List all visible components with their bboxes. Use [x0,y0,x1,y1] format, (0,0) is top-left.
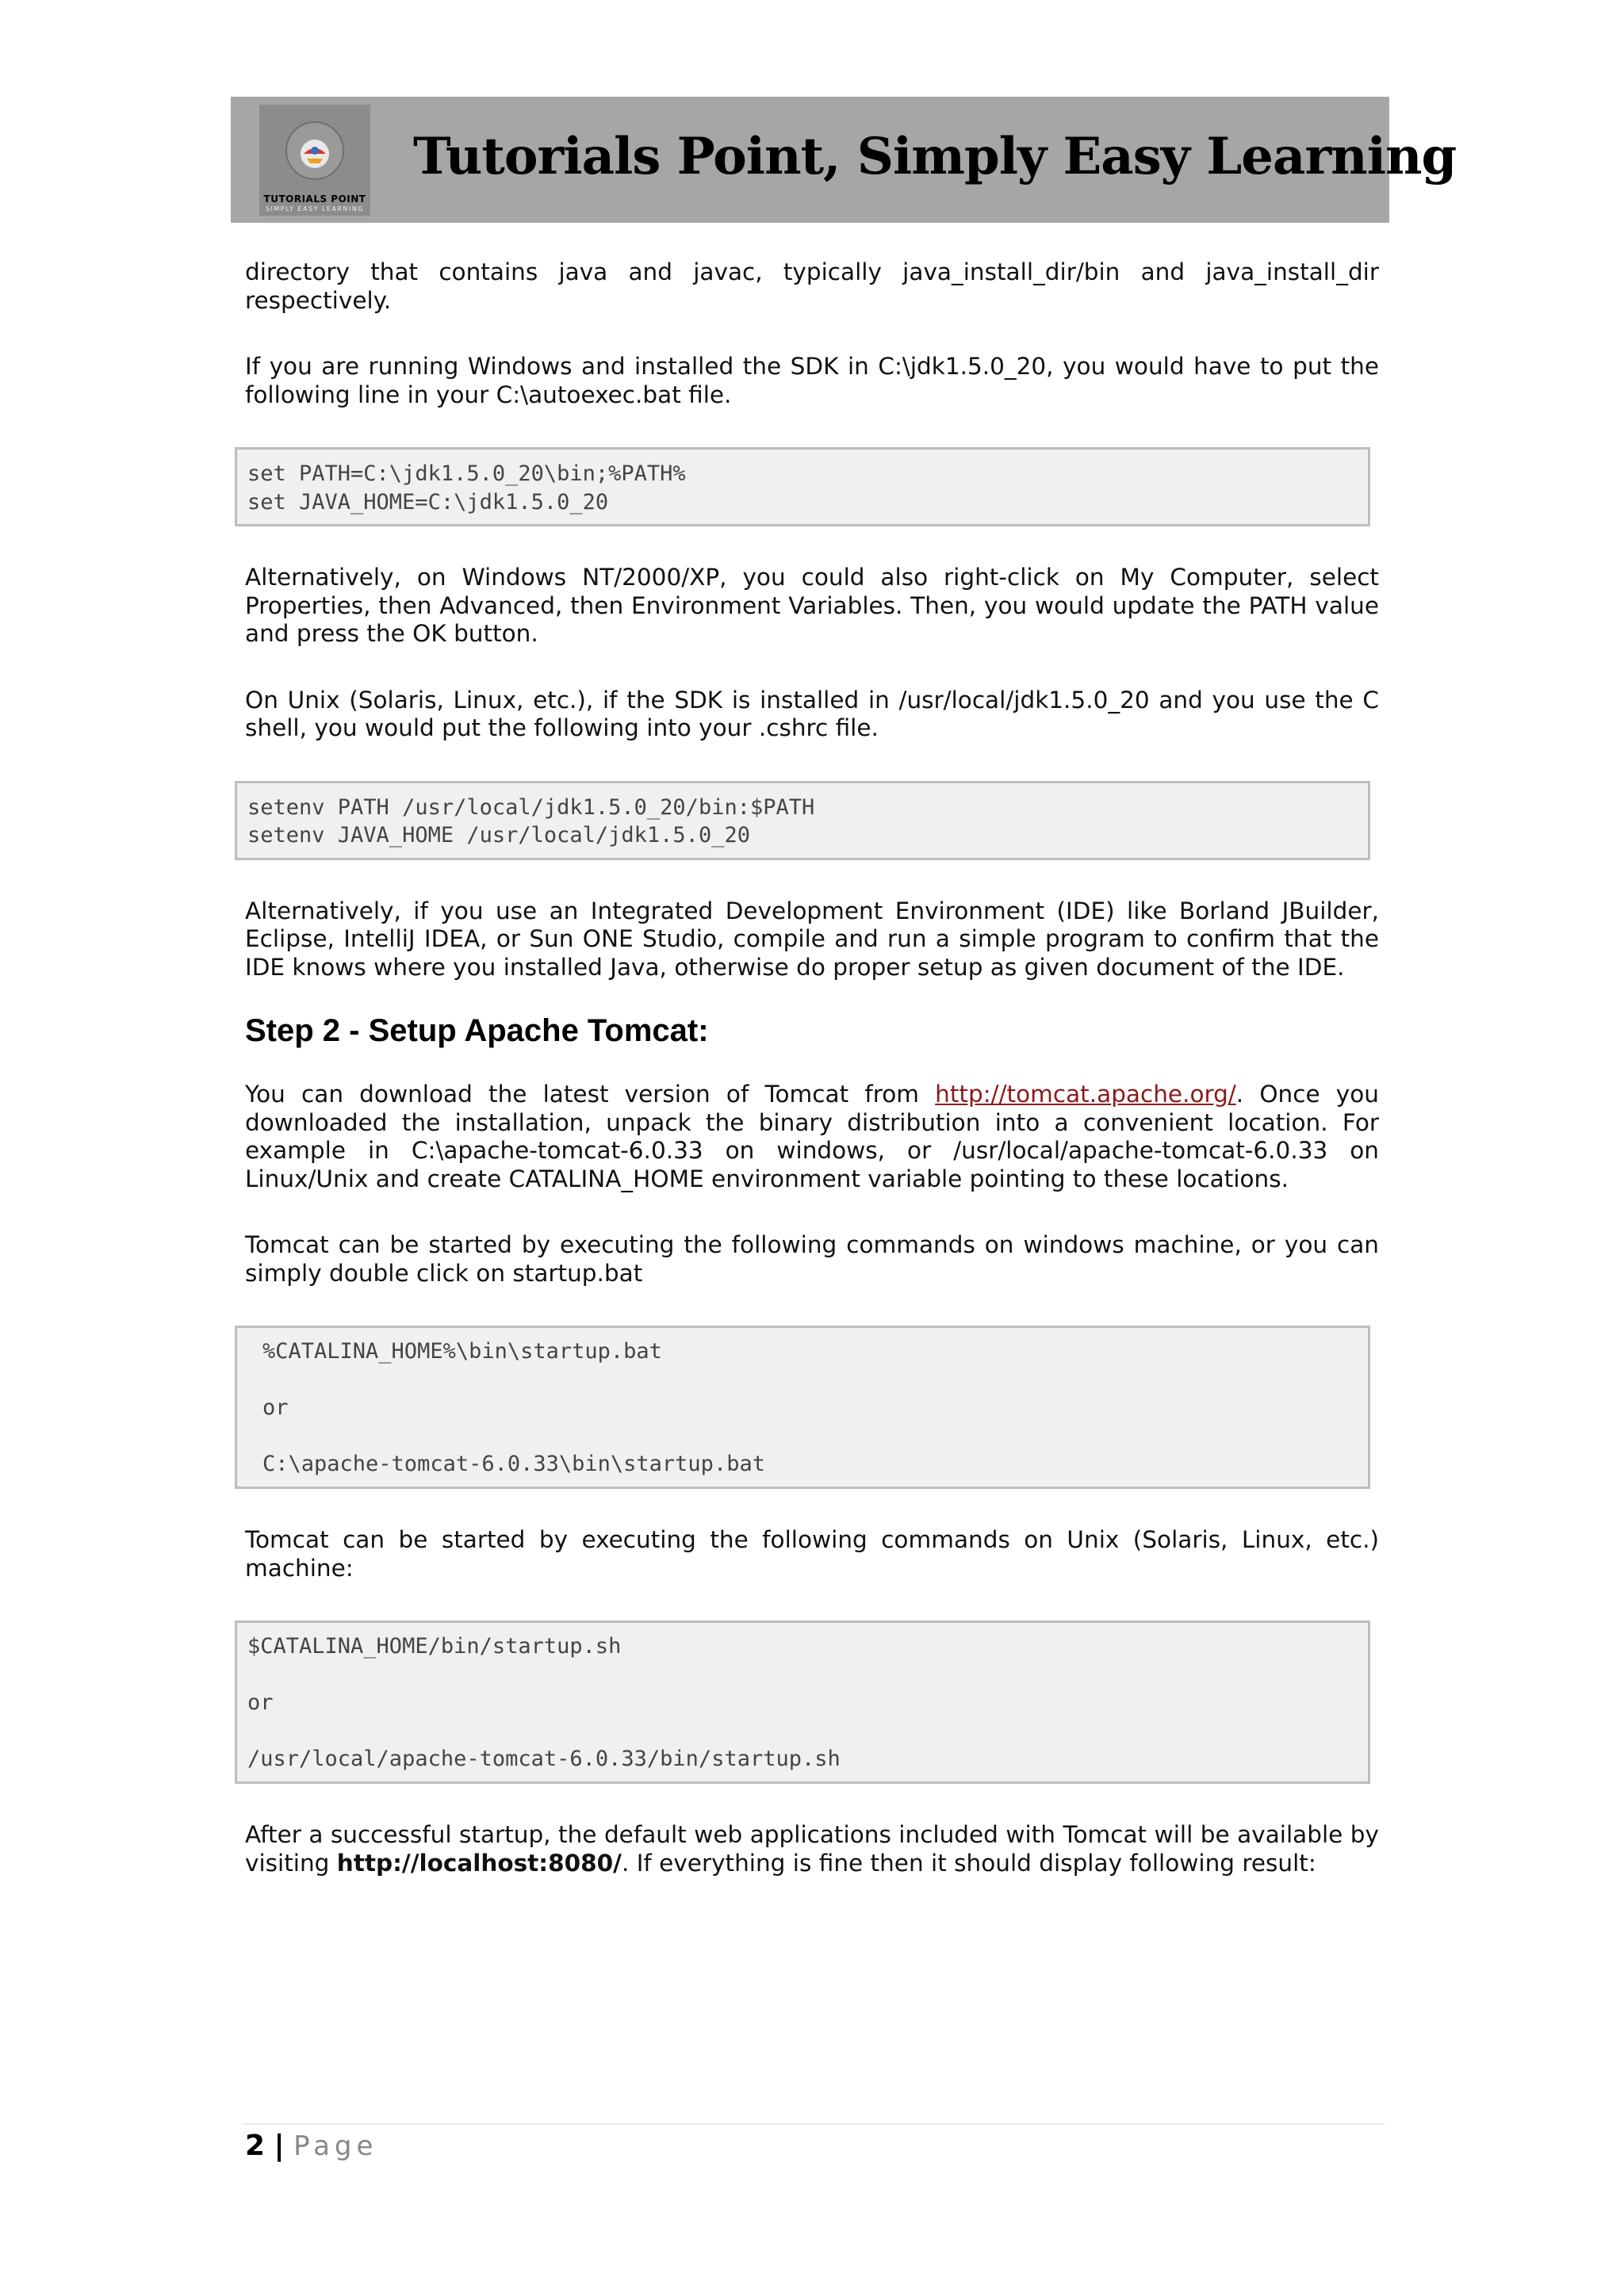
paragraph: Tomcat can be started by executing the following commands on Unix (Solaris, Linux, etc.) machine: [245,1526,1379,1582]
paragraph-text: . If everything is fine then it should display following result: [621,1849,1316,1877]
tutorials-point-logo [259,105,370,216]
page-label: Page [293,2130,378,2162]
footer-divider [243,2123,1385,2125]
section-heading: Step 2 - Setup Apache Tomcat: [245,1013,709,1048]
paragraph: Alternatively, on Windows NT/2000/XP, you could also right-click on My Computer, select Properties, then Advanced, then Environment Variables. Then, you would update the PATH value and press the OK button. [245,564,1379,647]
paragraph-text: After a successful startup, the default web applications included with Tomcat will be available by visiting [245,1821,1379,1877]
header-banner [231,97,1457,223]
page-footer [245,2130,377,2162]
localhost-url: http://localhost:8080/ [336,1849,622,1877]
document-body [245,258,1379,1877]
paragraph: If you are running Windows and installed the SDK in C:\jdk1.5.0_20, you would have to put the following line in your C:\autoexec.bat file. [245,353,1379,408]
paragraph-text: . Once you downloaded the installation, unpack the binary distribution into a convenient location. For example in C:\apache-tomcat-6.0.33 on windows, or /usr/local/apache-tomcat-6.0.33 on Linux/Unix and create CATALINA_HOME environment variable pointing to these locations. [245,1081,1379,1192]
code-block: %CATALINA_HOME%\bin\startup.bat or C:\apache-tomcat-6.0.33\bin\startup.bat [235,1326,1370,1489]
code-block: $CATALINA_HOME/bin/startup.sh or /usr/local/apache-tomcat-6.0.33/bin/startup.sh [235,1621,1370,1784]
page-number: 2 [245,2130,266,2162]
tomcat-download-link[interactable]: http://tomcat.apache.org/ [935,1081,1236,1108]
paragraph: On Unix (Solaris, Linux, etc.), if the SDK is installed in /usr/local/jdk1.5.0_20 and you use the C shell, you would put the following into your .cshrc file. [245,686,1379,741]
code-block: set PATH=C:\jdk1.5.0_20\bin;%PATH% set JAVA_HOME=C:\jdk1.5.0_20 [235,447,1370,526]
footer-separator: | [274,2130,285,2162]
paragraph [245,1081,1379,1193]
paragraph: Alternatively, if you use an Integrated Development Environment (IDE) like Borland JBuilder, Eclipse, IntelliJ IDEA, or Sun ONE Studio, compile and run a simple program to confirm that the IDE knows where you installed Java, otherwise do proper setup as given document of the IDE. [245,897,1379,981]
paragraph [245,1821,1379,1877]
paragraph-text: You can download the latest version of Tomcat from [245,1081,936,1108]
page-title: Tutorials Point, Simply Easy Learning [413,127,1457,186]
logo-emblem-icon [283,119,347,182]
logo-text: TUTORIALS POINT [263,193,366,205]
logo-tagline: SIMPLY EASY LEARNING [265,205,365,212]
paragraph: directory that contains java and javac, typically java_install_dir/bin and java_install_dir respectively. [245,258,1379,314]
code-block: setenv PATH /usr/local/jdk1.5.0_20/bin:$PATH setenv JAVA_HOME /usr/local/jdk1.5.0_20 [235,781,1370,860]
paragraph: Tomcat can be started by executing the following commands on windows machine, or you can simply double click on startup.bat [245,1231,1379,1287]
